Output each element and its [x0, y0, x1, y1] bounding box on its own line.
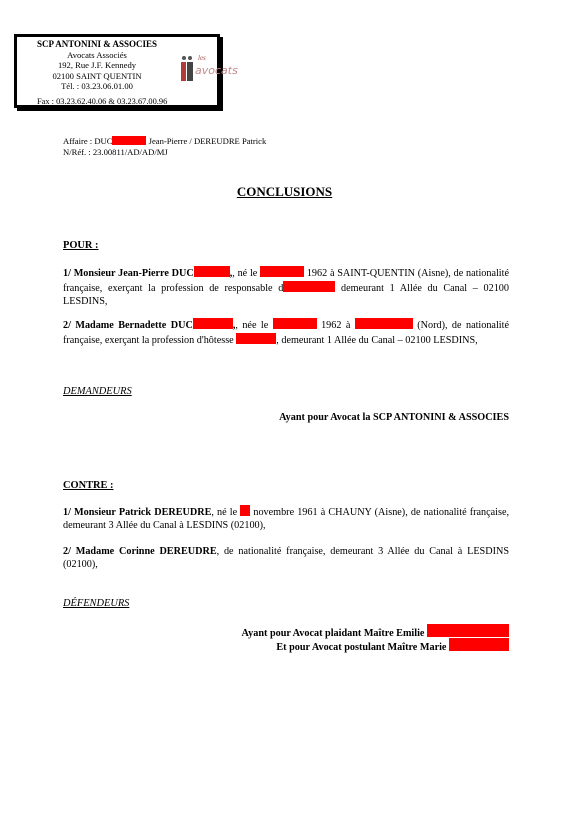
- redaction-block: [427, 624, 509, 637]
- logo-word: avocats: [195, 64, 238, 77]
- defendants-role: DÉFENDEURS: [63, 598, 130, 609]
- plaintiff-1-text: , né le: [232, 268, 261, 279]
- firm-city: 02100 SAINT QUENTIN: [52, 70, 142, 81]
- redaction-block: [194, 266, 230, 277]
- plaintiffs-counsel: Ayant pour Avocat la SCP ANTONINI & ASSOCIES: [279, 412, 509, 423]
- plaintiff-2: 2/ Madame Bernadette DUC ,, née le 1962 à (Nord), de nationalité française, exerçant la profession d'hôtesse , demeurant 1 Allée du Canal – 02100 LESDINS,: [63, 320, 509, 346]
- defendant-2-name: 2/ Madame Corinne DEREUDRE: [63, 546, 217, 557]
- plaintiff-1: 1/ Monsieur Jean-Pierre DUC ,, né le 1962 à SAINT-QUENTIN (Aisne), de nationalité française, exerçant la profession de responsable d demeurant 1 Allée du Canal – 02100 LESDINS,: [63, 268, 509, 307]
- affaire-line: [63, 136, 266, 147]
- counsel-postulant: Et pour Avocat postulant Maître Marie: [276, 642, 449, 653]
- plaintiff-2-text: , née le: [235, 320, 273, 331]
- defendants-counsel-1: [242, 624, 509, 639]
- redaction-block: [260, 266, 304, 277]
- redaction-block: [283, 281, 335, 292]
- redaction-block: [236, 333, 276, 344]
- redaction-block: [273, 318, 317, 329]
- contre-heading: CONTRE :: [63, 480, 114, 491]
- defendant-1-text: novembre 1961 à CHAUNY (Aisne), de nationalité française, demeurant 3 Allée du Canal à LESDINS (02100),: [63, 507, 510, 531]
- defendant-2-text: , de nationalité française, demeurant 3 Allée du Canal à LESDINS (02100),: [63, 546, 509, 570]
- letterhead-box: [14, 34, 238, 108]
- counsel-plaidant: Ayant pour Avocat plaidant Maître Emilie: [241, 628, 427, 639]
- firm-street: 192, Rue J.F. Kennedy: [57, 60, 137, 71]
- firm-name: SCP ANTONINI & ASSOCIES: [36, 39, 158, 49]
- defendants-counsel-2: [276, 638, 509, 653]
- defendant-2: [63, 546, 509, 572]
- avocats-logo: [177, 53, 238, 87]
- pour-heading: POUR :: [63, 240, 99, 251]
- redaction-block: [112, 136, 146, 145]
- redaction-block: [355, 318, 413, 329]
- reference-line: N/Réf. : 23.00811/AD/AD/MJ: [63, 147, 168, 157]
- plaintiffs-role: DEMANDEURS: [63, 386, 132, 397]
- redaction-block: [193, 318, 233, 329]
- defendant-1: [63, 505, 509, 533]
- logo-small-text: les: [198, 54, 206, 62]
- plaintiff-2-name: 2/ Madame Bernadette DUC: [63, 320, 193, 331]
- firm-fax: Fax : 03.23.62.40.06 & 03.23.67.00.96: [37, 97, 168, 106]
- affaire-parties: Jean-Pierre / DEREUDRE Patrick: [146, 136, 267, 146]
- defendant-1-text: , né le: [211, 507, 241, 518]
- plaintiff-1-text: 1962 à SAINT-QUENTIN (Aisne), de nationalité française, exerçant la profession de responsable d: [63, 268, 509, 294]
- firm-tel: Tél. : 03.23.06.01.00: [61, 81, 133, 92]
- plaintiff-1-name: 1/ Monsieur Jean-Pierre DUC: [63, 268, 194, 279]
- letterhead-address: [17, 39, 177, 92]
- affaire-label: Affaire : DUC: [63, 136, 113, 146]
- plaintiff-2-text: , demeurant 1 Allée du Canal – 02100 LESDINS,: [276, 334, 478, 346]
- firm-subtitle: Avocats Associés: [67, 49, 127, 60]
- plaintiff-2-text: (Nord), de nationalité française, exerçant la profession d'hôtesse: [63, 320, 509, 346]
- redaction-block: [240, 505, 250, 516]
- defendant-1-name: 1/ Monsieur Patrick DEREUDRE: [63, 507, 212, 518]
- page-title: CONCLUSIONS: [236, 184, 333, 199]
- redaction-block: [449, 638, 509, 651]
- plaintiff-2-text: 1962 à: [316, 320, 355, 331]
- plaintiff-1-text: demeurant 1 Allée du Canal – 02100 LESDINS,: [63, 282, 509, 307]
- figures-logo-icon: [180, 55, 194, 81]
